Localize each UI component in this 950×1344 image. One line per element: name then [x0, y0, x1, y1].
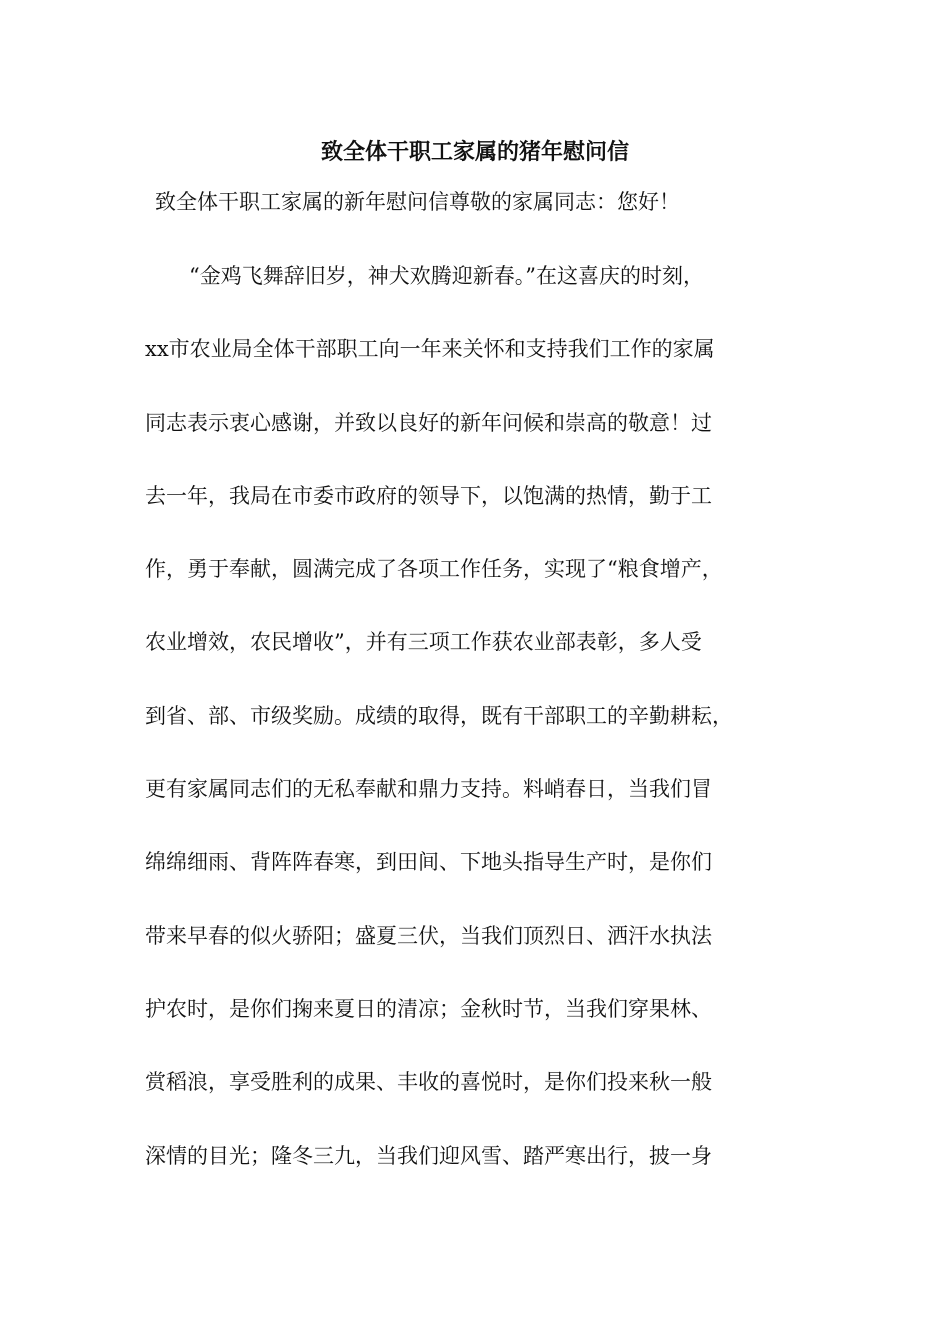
body-line: 去一年，我局在市委市政府的领导下，以饱满的热情，勤于工	[145, 483, 712, 508]
body-line: 护农时，是你们掬来夏日的清凉；金秋时节，当我们穿果林、	[145, 996, 712, 1021]
document-subtitle: 致全体干职工家属的新年慰问信尊敬的家属同志：您好！	[155, 190, 680, 214]
body-line: 农业增效，农民增收”，并有三项工作获农业部表彰，多人受	[145, 630, 702, 655]
body-line: 更有家属同志们的无私奉献和鼎力支持。料峭春日，当我们冒	[145, 777, 712, 802]
body-line: 作，勇于奉献，圆满完成了各项工作任务，实现了“粮食增产，	[145, 557, 723, 582]
document-body	[145, 254, 825, 1207]
body-line: xx市农业局全体干部职工向一年来关怀和支持我们工作的家属	[145, 337, 715, 362]
body-line: 绵绵细雨、背阵阵春寒，到田间、下地头指导生产时，是你们	[145, 850, 712, 875]
body-line: 赏稻浪，享受胜利的成果、丰收的喜悦时，是你们投来秋一般	[145, 1070, 712, 1095]
body-line: “金鸡飞舞辞旧岁，神犬欢腾迎新春。”在这喜庆的时刻，	[189, 264, 704, 288]
document-title: 致全体干职工家属的猪年慰问信	[320, 139, 629, 165]
body-line: 深情的目光；隆冬三九，当我们迎风雪、踏严寒出行，披一身	[145, 1143, 712, 1168]
body-line: 同志表示衷心感谢，并致以良好的新年问候和崇高的敬意！过	[145, 410, 712, 435]
body-line: 到省、部、市级奖励。成绩的取得，既有干部职工的辛勤耕耘，	[145, 703, 733, 728]
body-line: 带来早春的似火骄阳；盛夏三伏，当我们顶烈日、洒汗水执法	[145, 923, 712, 948]
